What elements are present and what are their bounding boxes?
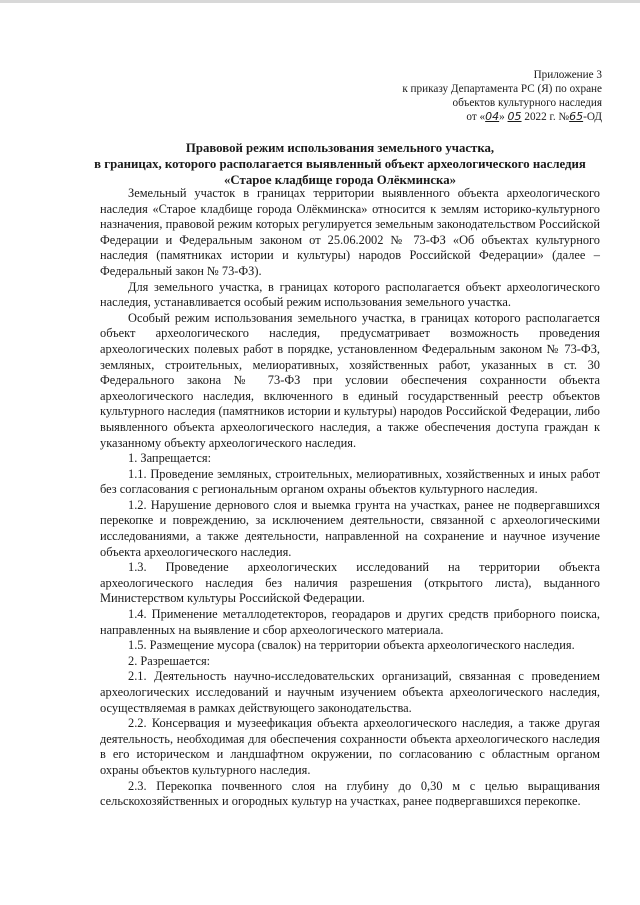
appendix-header — [302, 68, 602, 124]
title-line-2: в границах, которого располагается выявленный объект археологического наследия — [94, 157, 586, 171]
date-prefix: от « — [466, 111, 486, 123]
paragraph: Для земельного участка, в границах которого располагается объект археологического наследия, устанавливается особый режим использования земельного участка. — [100, 279, 600, 310]
date-mid: » — [499, 111, 508, 123]
title-line-3: «Старое кладбище города Олёкминска» — [224, 173, 456, 187]
paragraph: 2.3. Перекопка почвенного слоя на глубину до 0,30 м с целью выращивания сельскохозяйственных и огородных культур на участках, ранее подвергавшихся перекопке. — [100, 778, 600, 809]
document-title — [60, 140, 620, 188]
appendix-order-ref: к приказу Департамента РС (Я) по охране — [402, 83, 602, 95]
paragraph: Земельный участок в границах территории выявленного объекта археологического наследия «Старое кладбище города Олёкминска» относится к землям историко-культурного назначения, правовой режим которых регулируется земельным законодательством Российской Федерации и Федеральным законом от 25.06.2002 № 73-ФЗ «Об объектах культурного наследия (памятниках истории и культуры) народов Российской Федерации» (далее – Федеральный закон № 73-ФЗ). — [100, 186, 600, 278]
handwritten-month: 05 — [507, 110, 522, 123]
appendix-dept: объектов культурного наследия — [452, 97, 602, 109]
paragraph: Особый режим использования земельного участка, в границах которого располагается объект археологического наследия, предусматривает возможность проведения археологических полевых работ в порядке, установленном Федеральным законом № 73-ФЗ, земляных, строительных, мелиоративных, хозяйственных работ, указанных в ст. 30 Федерального закона № 73-ФЗ при условии обеспечения сохранности объекта археологического наследия, включенного в единый государственный реестр объектов культурного наследия (памятников истории и культуры) народов Российской Федерации, либо выявленного объекта археологического наследия, а также обеспечения доступа граждан к указанному объекту археологического наследия. — [100, 310, 600, 450]
paragraph: 2.2. Консервация и музеефикация объекта археологического наследия, а также другая деятельность, необходимая для обеспечения сохранности объекта археологического наследия в его историческом и ландшафтном окружении, по согласованию с областным органом охраны объектов культурного наследия. — [100, 716, 600, 777]
title-line-1: Правовой режим использования земельного участка, — [185, 141, 495, 155]
document-body — [100, 186, 600, 810]
section-heading-allowed: 2. Разрешается: — [128, 653, 211, 668]
paragraph: 1.3. Проведение археологических исследований на территории объекта археологического наследия без наличия разрешения (открытого листа), выданного Министерством культуры Российской Федерации. — [100, 560, 600, 606]
handwritten-day: 04 — [485, 110, 500, 123]
appendix-date-line — [302, 110, 602, 124]
paragraph: 1.4. Применение металлодетекторов, георадаров и других средств приборного поиска, направленных на выявление и сбор археологического материала. — [100, 607, 600, 637]
paragraph: 2.1. Деятельность научно-исследовательских организаций, связанная с проведением археологических исследований и научным изучением объекта археологического наследия, осуществляемая в рамках действующего законодательства. — [100, 669, 600, 715]
date-year: 2022 г. № — [521, 111, 570, 123]
order-suffix: -ОД — [583, 111, 602, 123]
handwritten-number: 65 — [569, 110, 584, 123]
paragraph: 1.1. Проведение земляных, строительных, мелиоративных, хозяйственных и иных работ без согласования с региональным органом охраны объектов культурного наследия. — [100, 466, 600, 497]
scan-edge — [0, 0, 640, 3]
appendix-number: Приложение 3 — [533, 69, 602, 81]
paragraph: 1.2. Нарушение дернового слоя и выемка грунта на участках, ранее не подвергавшихся перекопке и повреждению, за исключением деятельности, связанной с археологическими исследованиями, а также деятельности, направленной на сохранение и научное изучение объекта археологического наследия. — [100, 497, 600, 559]
section-heading-prohibited: 1. Запрещается: — [128, 451, 212, 466]
paragraph: 1.5. Размещение мусора (свалок) на территории объекта археологического наследия. — [128, 638, 575, 653]
